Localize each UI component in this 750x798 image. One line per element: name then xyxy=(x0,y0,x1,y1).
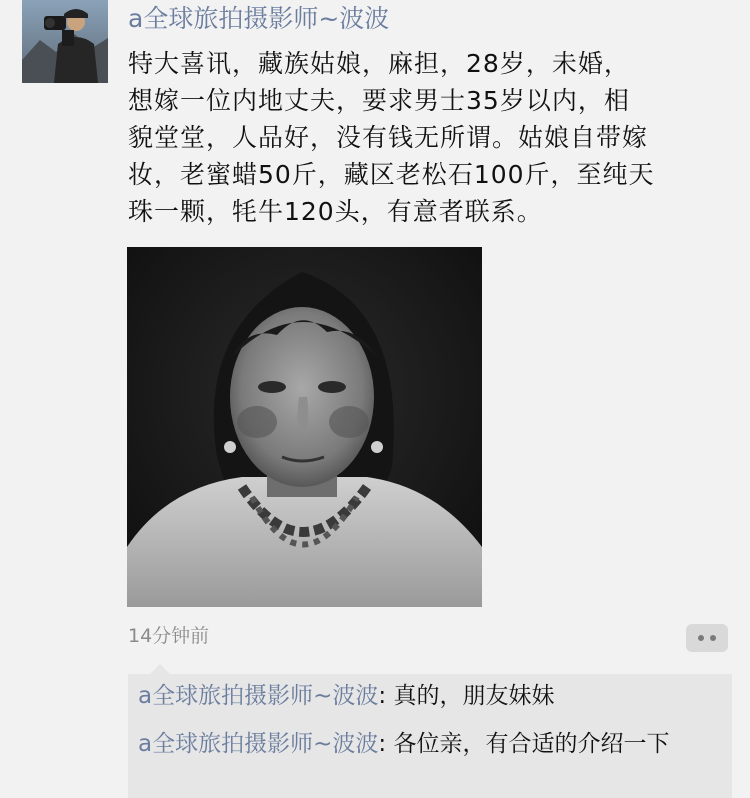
post-timestamp: 14分钟前 xyxy=(128,625,210,647)
comment-separator: : xyxy=(378,731,394,757)
comment-separator: : xyxy=(378,683,394,709)
comment-text: 各位亲，有合适的介绍一下 xyxy=(393,731,670,757)
comment-author[interactable]: a全球旅拍摄影师~波波 xyxy=(138,731,379,757)
photographer-avatar-image xyxy=(22,0,108,83)
comment-text: 真的，朋友妹妹 xyxy=(393,683,555,709)
post-author-name[interactable]: a全球旅拍摄影师~波波 xyxy=(128,4,390,33)
post-text: 特大喜讯，藏族姑娘，麻担，28岁，未婚， 想嫁一位内地丈夫，要求男士35岁以内，相 貌堂堂，人品好，没有钱无所谓。姑娘自带嫁 妆，老蜜蜡50斤，藏区老松石100斤，至纯天 珠一颗，牦牛120头，有意者联系。 xyxy=(128,49,655,226)
avatar[interactable] xyxy=(22,0,108,83)
comments-section xyxy=(128,674,732,798)
comment-author[interactable]: a全球旅拍摄影师~波波 xyxy=(138,683,379,709)
post-photo[interactable] xyxy=(127,247,482,607)
comment-item[interactable] xyxy=(138,726,728,762)
dot-icon xyxy=(710,635,716,641)
comment-icon[interactable] xyxy=(686,624,728,652)
comment-item[interactable] xyxy=(138,678,728,714)
dot-icon xyxy=(698,635,704,641)
portrait-image xyxy=(127,247,482,607)
